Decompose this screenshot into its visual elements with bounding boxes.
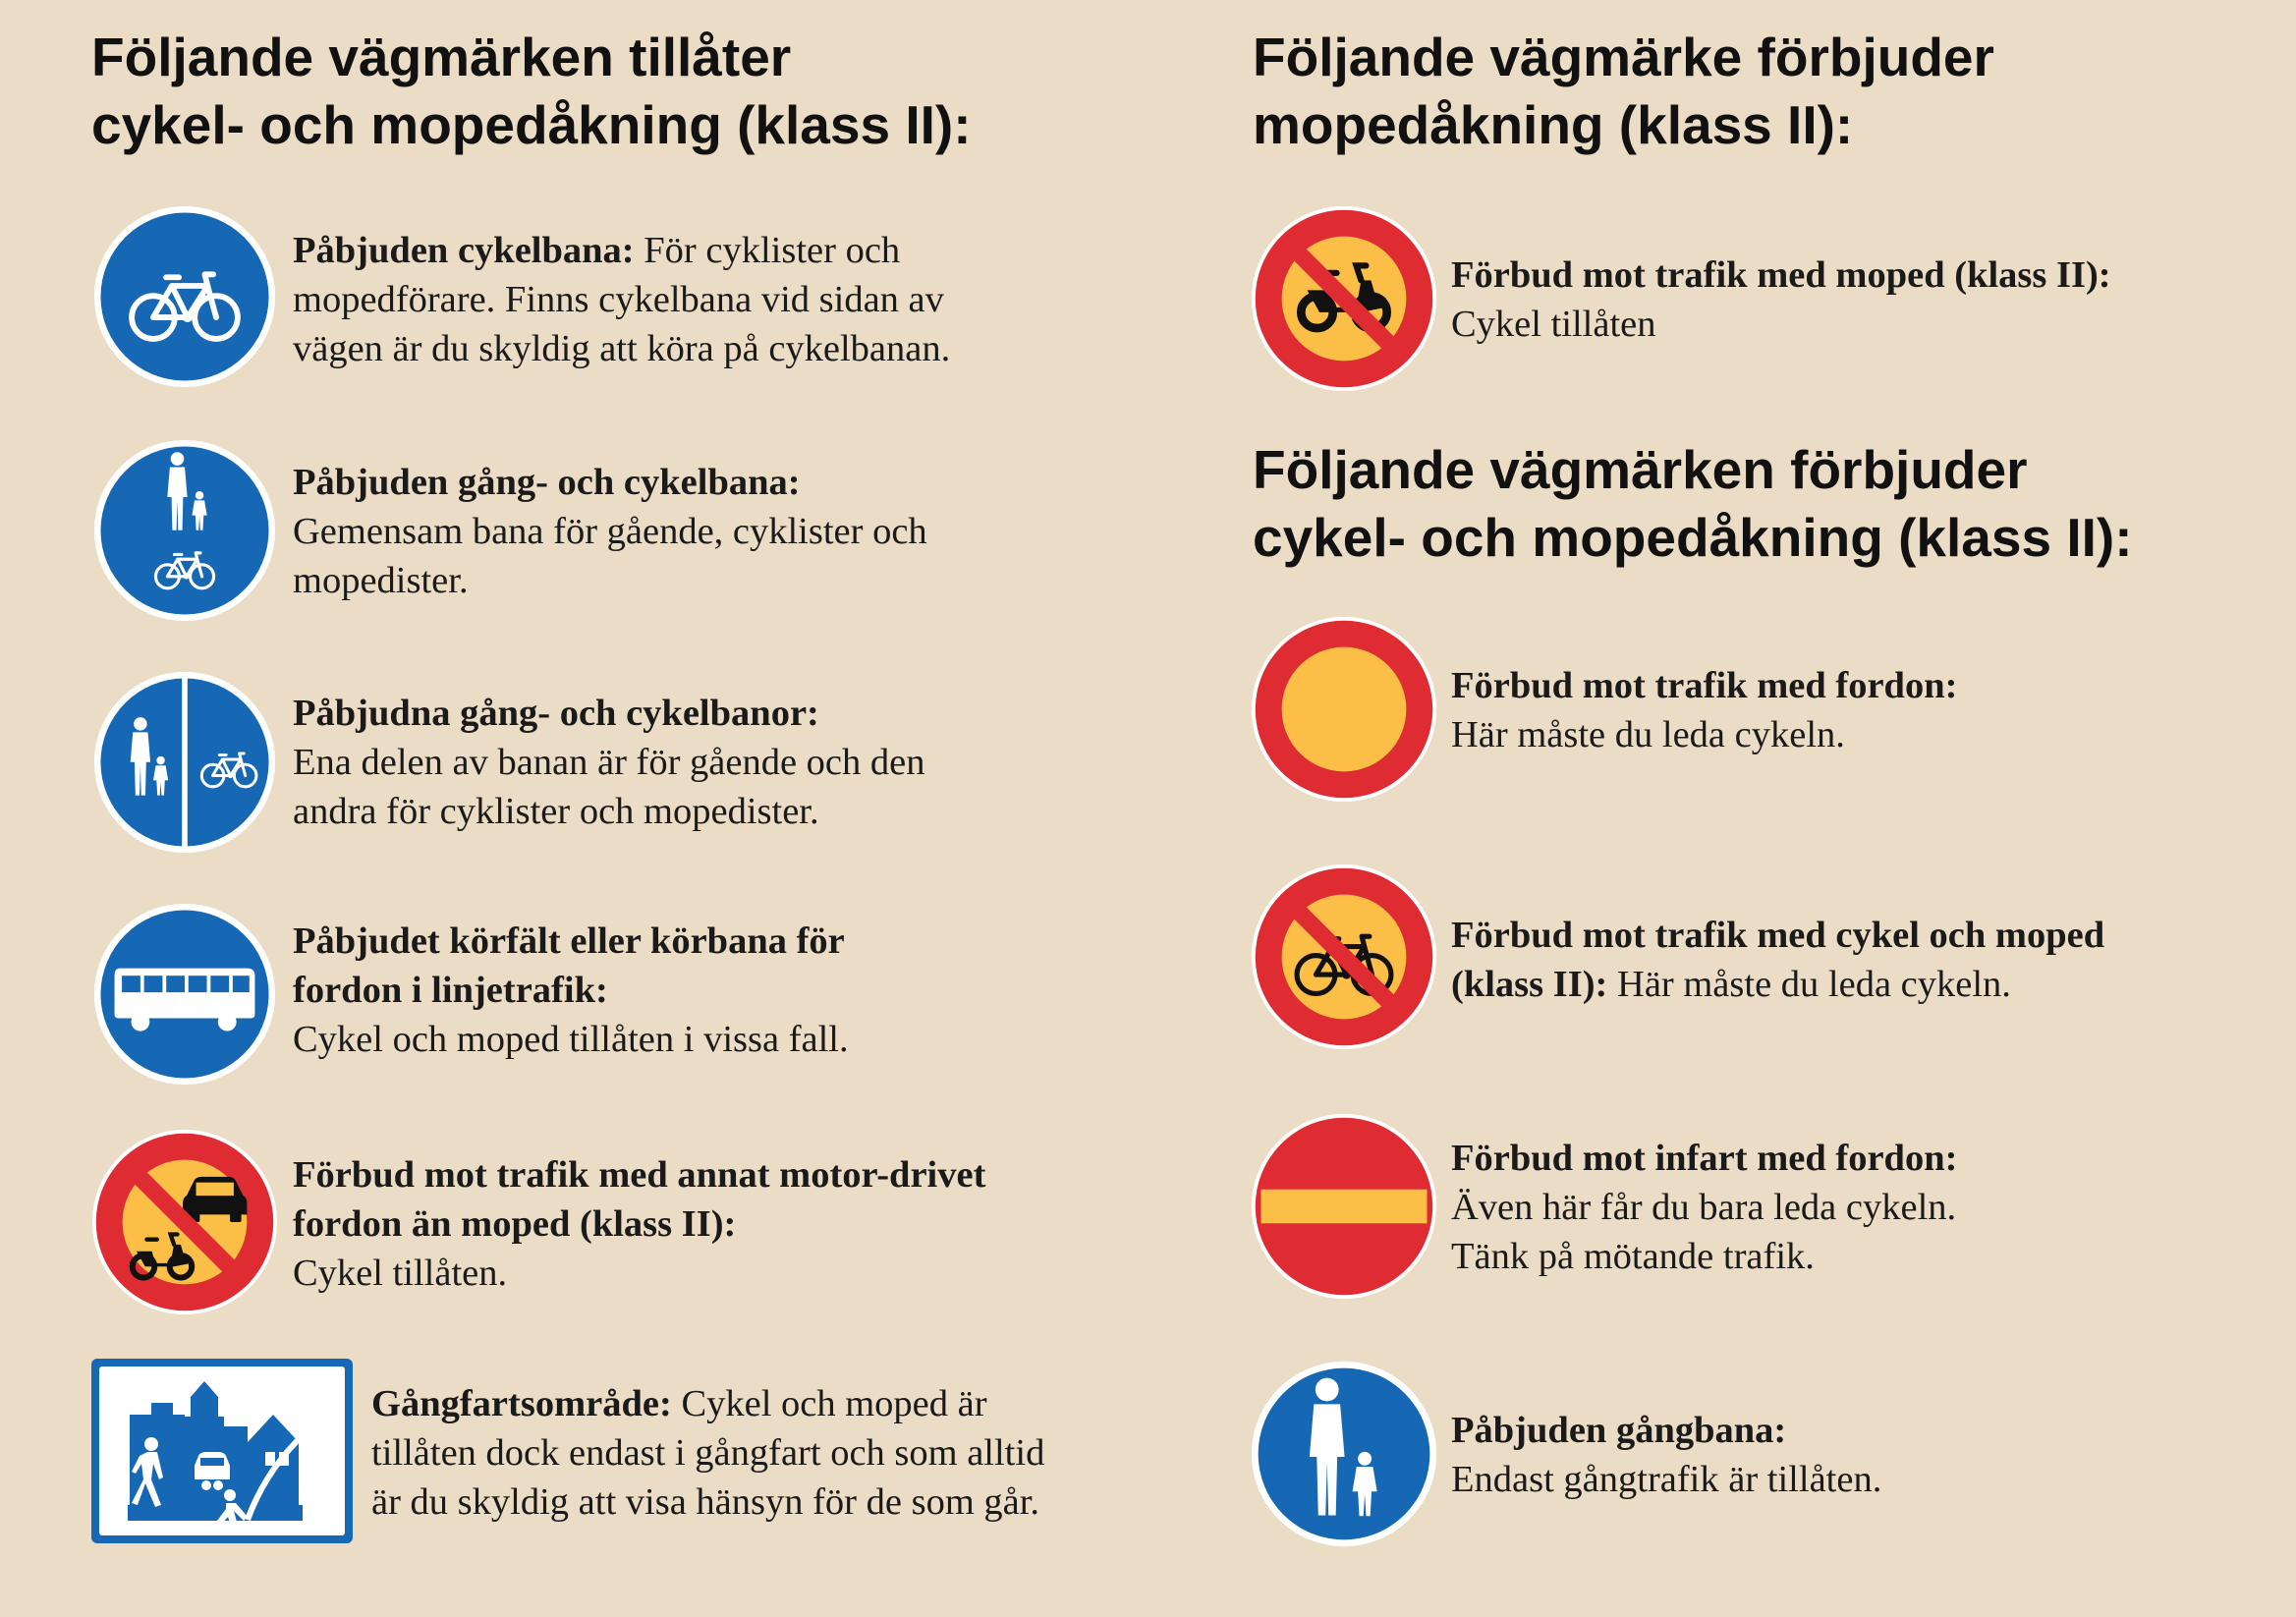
heading-left: [91, 24, 972, 159]
pedestrian-priority-zone-sign-icon: [90, 1358, 354, 1544]
sign-text: Cykel tillåten.: [293, 1253, 508, 1294]
sign-description-motordrivet: Förbud mot trafik med annat motor-drivet fordon än moped (klass II): Cykel tillåten.: [293, 1150, 985, 1298]
sign-description-gang-cykelbana: Påbjuden gång- och cykelbana: Gemensam bana för gående, cyklister och mopedister.: [293, 458, 927, 605]
heading-right-top-line-2: mopedåkning (klass II):: [1253, 94, 1854, 155]
sign-title: Förbud mot trafik med moped (klass II):: [1451, 254, 2111, 296]
sign-description-infart: Förbud mot infart med fordon: Även här får du bara leda cykeln. Tänk på mötande trafik.: [1451, 1134, 1957, 1281]
sign-text: Här måste du leda cykeln.: [1451, 714, 1845, 755]
sign-title: Påbjudna gång- och cykelbanor:: [293, 693, 819, 734]
bus-lane-sign-icon: [92, 902, 277, 1087]
mandatory-cycle-path-sign-icon: [92, 204, 277, 389]
sign-description-linjetrafik: Påbjudet körfält eller körbana för fordon i linjetrafik: Cykel och moped tillåten i vissa fall.: [293, 917, 849, 1064]
sign-title: Förbud mot trafik med fordon:: [1451, 665, 1958, 706]
segregated-pedestrian-cycle-paths-sign-icon: [92, 670, 277, 855]
sign-text: Cykel tillåten: [1451, 304, 1656, 345]
sign-title: Förbud mot infart med fordon:: [1451, 1138, 1958, 1179]
mandatory-footpath-sign-icon: [1250, 1360, 1438, 1548]
heading-left-line-1: Följande vägmärken tillåter: [91, 27, 792, 87]
heading-right-bottom: [1253, 436, 2133, 572]
sign-description-gangbana: [1451, 1406, 1881, 1504]
sign-description-cykelbana: Påbjuden cykelbana: För cyklister och mopedförare. Finns cykelbana vid sidan av vägen är du skyldig att köra på cykelbanan.: [293, 230, 951, 369]
sign-text: Cykel och moped tillåten i vissa fall.: [293, 1019, 849, 1060]
no-mopeds-sign-icon: [1250, 204, 1438, 393]
sign-description-cykel-moped: Förbud mot trafik med cykel och moped (klass II): Här måste du leda cykeln.: [1451, 915, 2105, 1005]
sign-description-gang-cykelbanor: Påbjudna gång- och cykelbanor: Ena delen av banan är för gående och den andra för cyklister och mopedister.: [293, 689, 924, 836]
no-motor-vehicles-sign-icon: [90, 1128, 279, 1316]
sign-title: Gångfartsområde:: [371, 1383, 672, 1424]
sign-title: Påbjuden cykelbana:: [293, 230, 635, 271]
sign-text: Här måste du leda cykeln.: [1617, 964, 2011, 1005]
sign-text: Endast gångtrafik är tillåten.: [1451, 1459, 1882, 1500]
heading-right-bottom-line-1: Följande vägmärken förbjuder: [1253, 439, 2028, 500]
no-vehicles-sign-icon: [1250, 615, 1438, 804]
heading-right-top-line-1: Följande vägmärke förbjuder: [1253, 27, 1994, 87]
no-cycles-mopeds-sign-icon: [1250, 863, 1438, 1051]
sign-description-moped: [1451, 251, 2111, 349]
sign-title: Påbjuden gång- och cykelbana:: [293, 462, 801, 503]
heading-right-bottom-line-2: cykel- och mopedåkning (klass II):: [1253, 507, 2133, 568]
sign-description-gangfart: Gångfartsområde: Cykel och moped är tillåten dock endast i gångfart och som alltid är du skyldig att visa hänsyn för de som går.: [371, 1383, 1045, 1523]
heading-right-top: [1253, 24, 1994, 159]
sign-description-fordon: [1451, 661, 1957, 759]
no-entry-sign-icon: [1250, 1112, 1438, 1301]
heading-left-line-2: cykel- och mopedåkning (klass II):: [91, 94, 972, 155]
sign-title: Påbjuden gångbana:: [1451, 1410, 1787, 1451]
mandatory-pedestrian-cycle-path-sign-icon: [92, 438, 277, 623]
